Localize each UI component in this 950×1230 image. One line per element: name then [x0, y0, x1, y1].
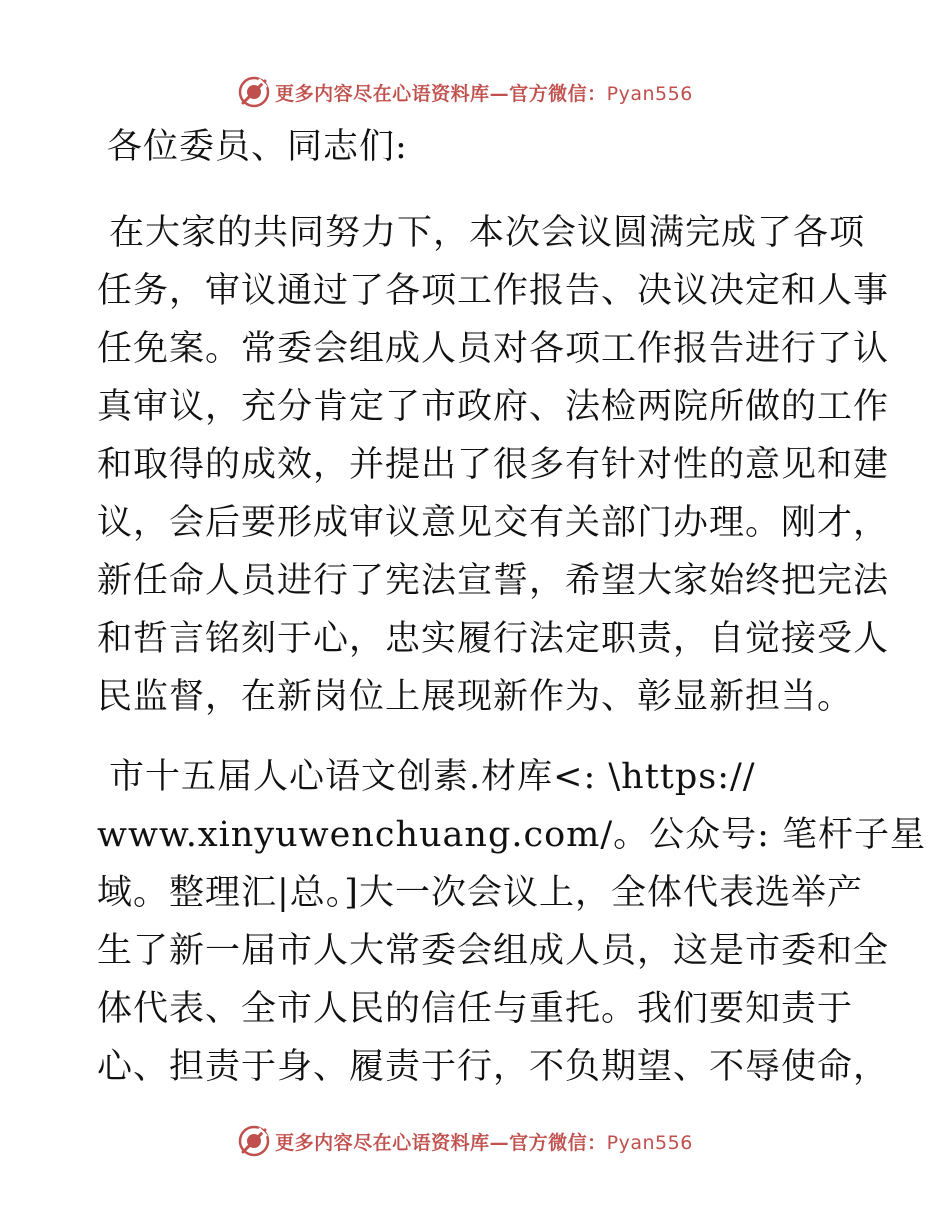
paragraph-line: www.xinyuwenchuang.com/。公众号: 笔杆子星	[97, 815, 927, 855]
paragraph-line: 体代表、全市人民的信任与重托。我们要知责于	[97, 989, 854, 1029]
salutation: 各位委员、同志们:	[107, 127, 408, 167]
header-banner-text: 更多内容尽在心语资料库—官方微信：Pyan556	[275, 82, 693, 105]
paragraph-line: 心、担责于身、履责于行，不负期望、不辱使命，	[97, 1047, 890, 1087]
document-body	[97, 118, 927, 1096]
brush-seal-logo-icon	[237, 75, 271, 109]
paragraph-line: 市十五届人心语文创素.材库<: \https://	[109, 757, 756, 797]
paragraph-line: 任务，审议通过了各项工作报告、决议决定和人事	[97, 271, 890, 311]
paragraph-line: 域。整理汇|总。]大一次会议上，全体代表选举产	[97, 873, 863, 913]
header-wechat-id: Pyan556	[606, 82, 693, 105]
footer-banner-text: 更多内容尽在心语资料库—官方微信：Pyan556	[275, 1131, 693, 1154]
paragraph-2	[97, 748, 927, 1096]
footer-wechat-id: Pyan556	[606, 1131, 693, 1154]
paragraph-line: 新任命人员进行了宪法宣誓，希望大家始终把完法	[97, 561, 890, 601]
footer-banner	[0, 1121, 950, 1161]
paragraph-line: 和哲言铭刻于心，忠实履行法定职责，自觉接受人	[97, 619, 890, 659]
paragraph-line: 民监督，在新岗位上展现新作为、彰显新担当。	[97, 677, 854, 717]
paragraph-line: 和取得的成效，并提出了很多有针对性的意见和建	[97, 445, 890, 485]
paragraph-1	[97, 204, 890, 726]
paragraph-line: 任免案。常委会组成人员对各项工作报告进行了认	[97, 329, 890, 369]
paragraph-line: 议，会后要形成审议意见交有关部门办理。刚才，	[97, 503, 890, 543]
paragraph-line: 真审议，充分肯定了市政府、法检两院所做的工作	[97, 387, 890, 427]
paragraph-line: 生了新一届市人大常委会组成人员，这是市委和全	[97, 931, 890, 971]
paragraph-line: 在大家的共同努力下，本次会议圆满完成了各项	[109, 213, 866, 253]
header-banner	[0, 72, 950, 112]
brush-seal-logo-icon	[237, 1124, 271, 1158]
